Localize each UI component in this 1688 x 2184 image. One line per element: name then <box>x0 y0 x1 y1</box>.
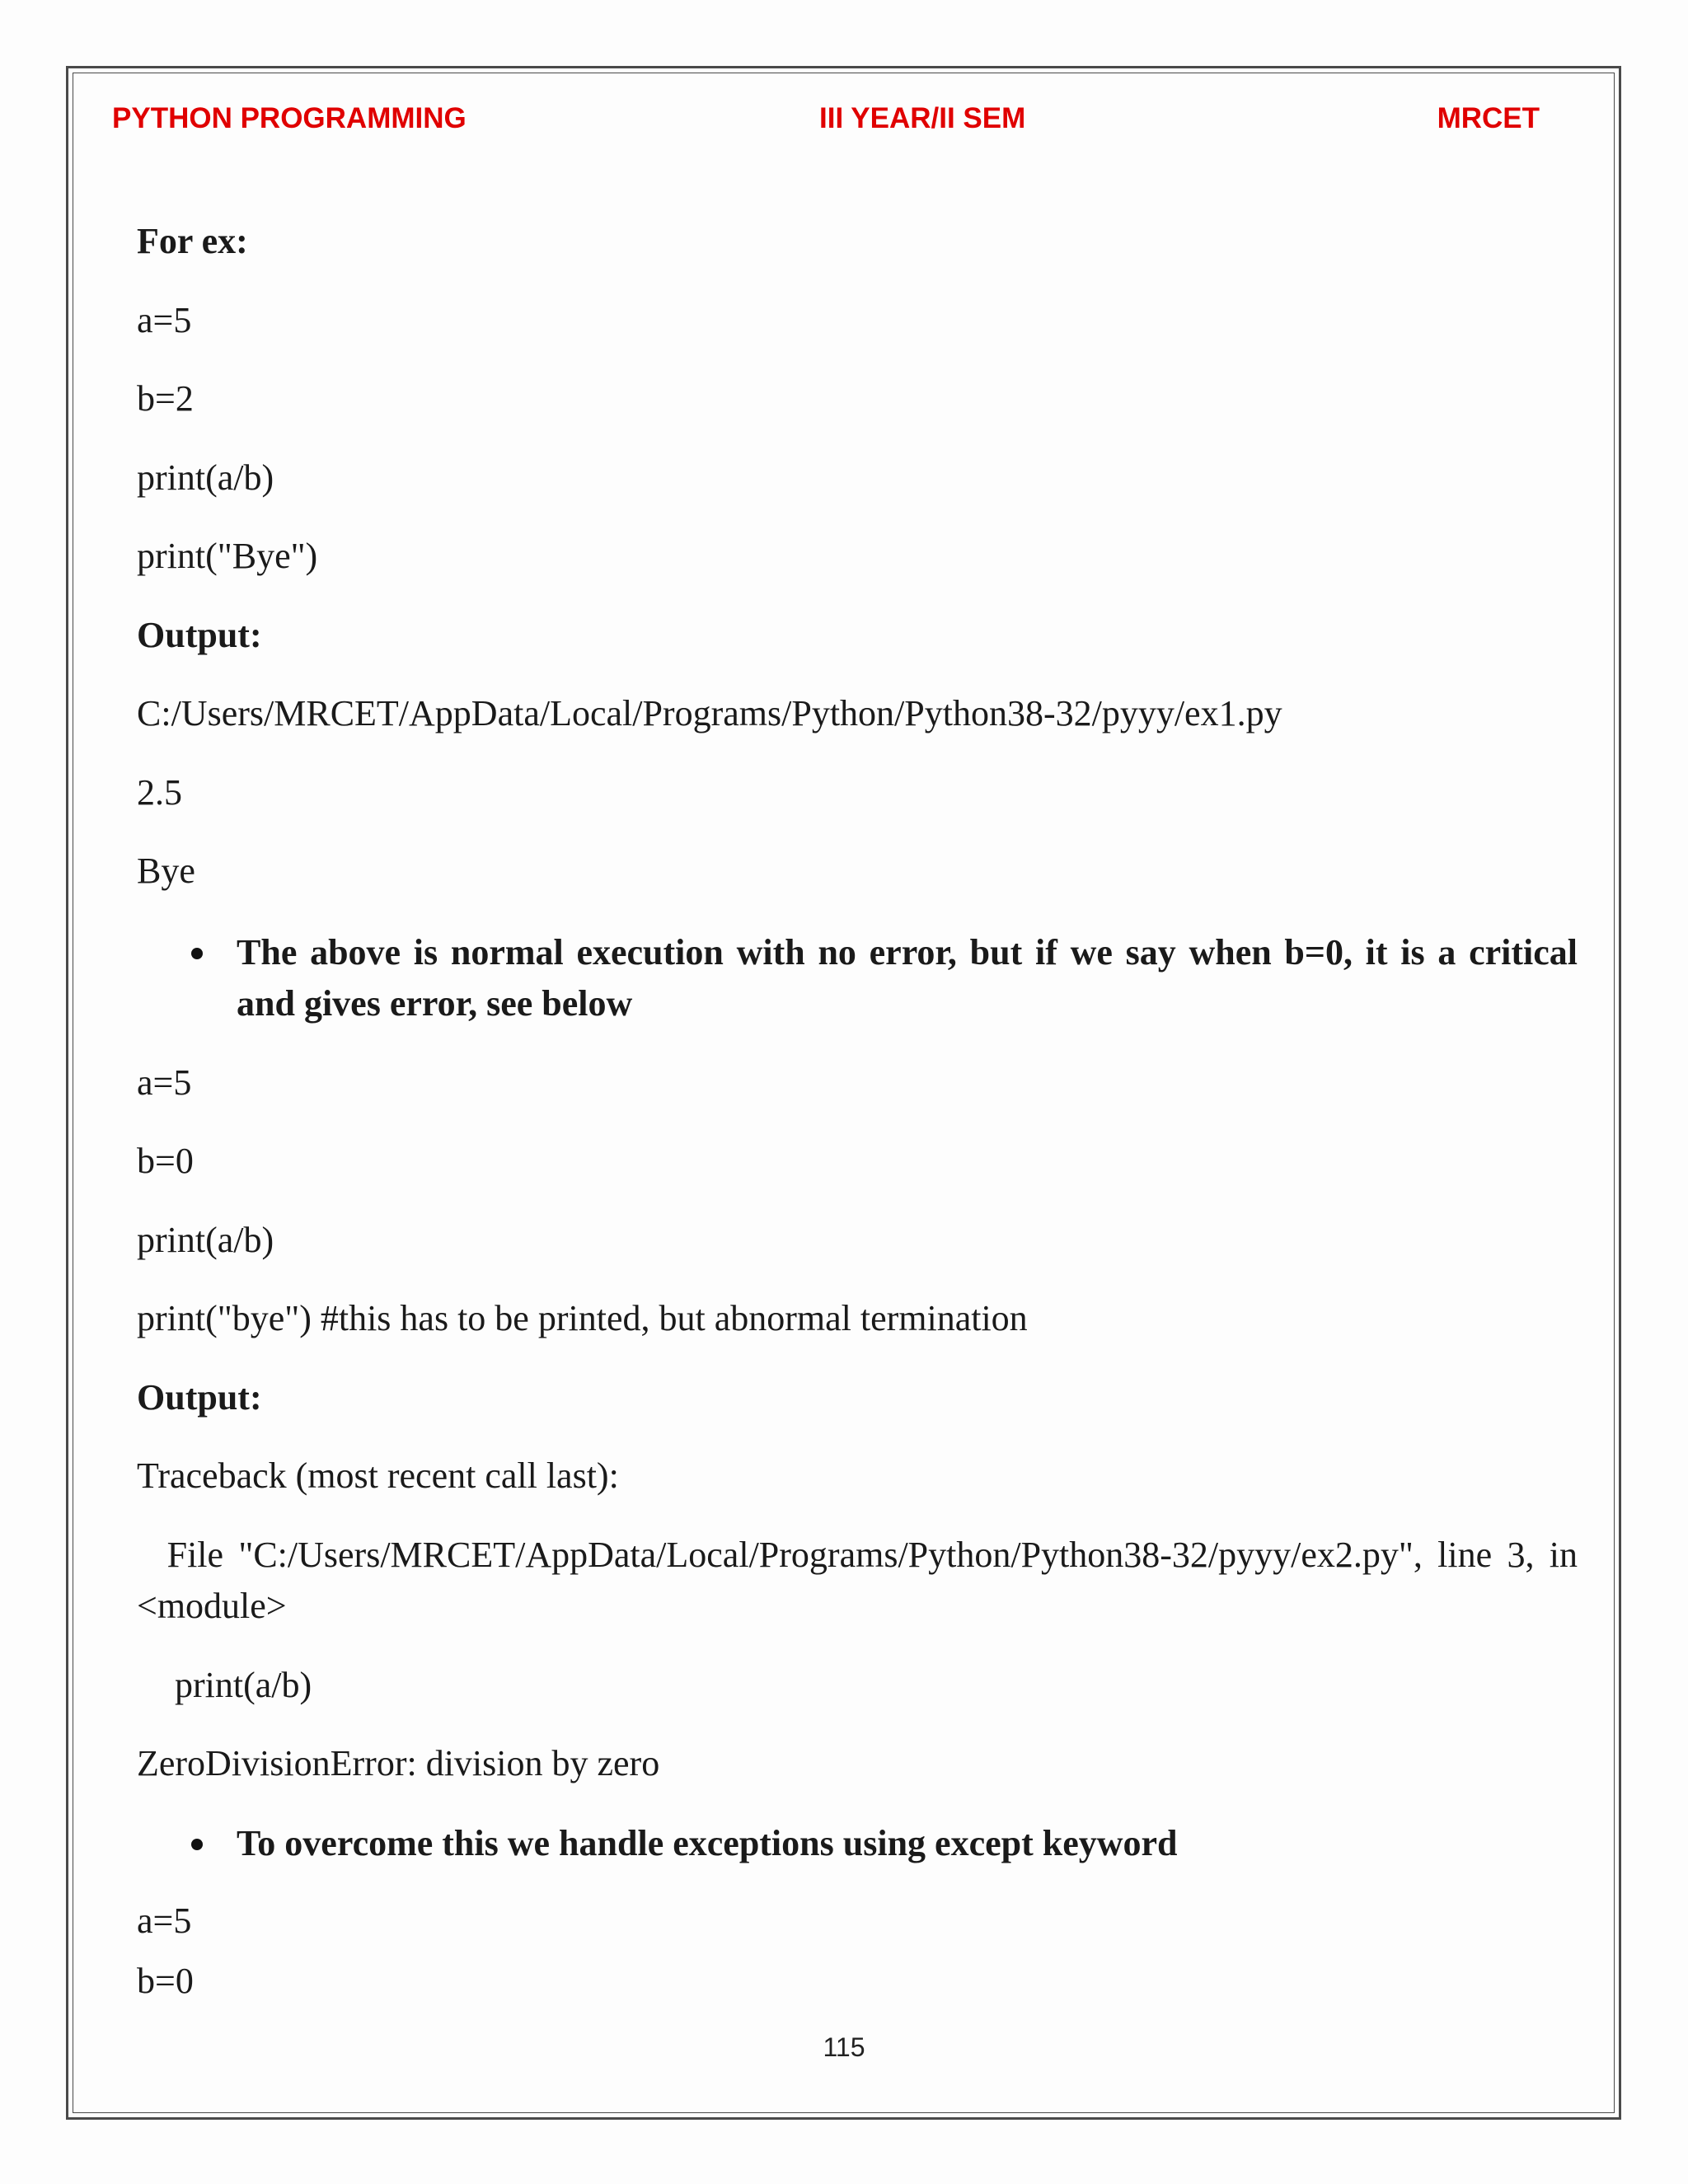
output-heading: Output: <box>137 1377 262 1418</box>
traceback-error: ZeroDivisionError: division by zero <box>137 1743 660 1783</box>
output-line: C:/Users/MRCET/AppData/Local/Programs/Python/Python38-32/pyyy/ex1.py <box>137 693 1282 733</box>
page-number: 115 <box>823 2032 865 2062</box>
output-line: 2.5 <box>137 772 182 813</box>
code-line: print("Bye") <box>137 536 318 576</box>
traceback-code-line: print(a/b) <box>175 1665 312 1705</box>
code-line: print(a/b) <box>137 1220 274 1260</box>
for-example-heading: For ex: <box>137 221 248 261</box>
output-heading: Output: <box>137 615 262 655</box>
header-year-semester: III YEAR/II SEM <box>819 102 1026 134</box>
page-header <box>112 102 1540 138</box>
bullet-dot-icon <box>191 1839 203 1850</box>
code-line: b=2 <box>137 378 194 419</box>
output-line: Bye <box>137 851 195 891</box>
code-line: a=5 <box>137 300 192 340</box>
traceback-file-line: File "C:/Users/MRCET/AppData/Local/Programs/Python/Python38-32/pyyy/ex2.py", line 3, in <module> <box>137 1535 1587 1626</box>
bullet-note: The above is normal execution with no error, but if we say when b=0, it is a critical and gives error, see below <box>237 932 1578 1024</box>
code-line: a=5 <box>137 1900 192 1941</box>
code-line: b=0 <box>137 1141 194 1181</box>
bullet-note: To overcome this we handle exceptions using except keyword <box>237 1823 1178 1863</box>
bullet-dot-icon <box>191 948 203 959</box>
page-border-inner <box>73 73 1615 2113</box>
header-college: MRCET <box>1437 102 1540 134</box>
code-line: b=0 <box>137 1961 194 2001</box>
code-line: print(a/b) <box>137 457 274 498</box>
header-subject: PYTHON PROGRAMMING <box>112 102 467 134</box>
code-line: print("bye") #this has to be printed, but abnormal termination <box>137 1298 1028 1338</box>
traceback-header: Traceback (most recent call last): <box>137 1455 619 1496</box>
code-line: a=5 <box>137 1062 192 1103</box>
